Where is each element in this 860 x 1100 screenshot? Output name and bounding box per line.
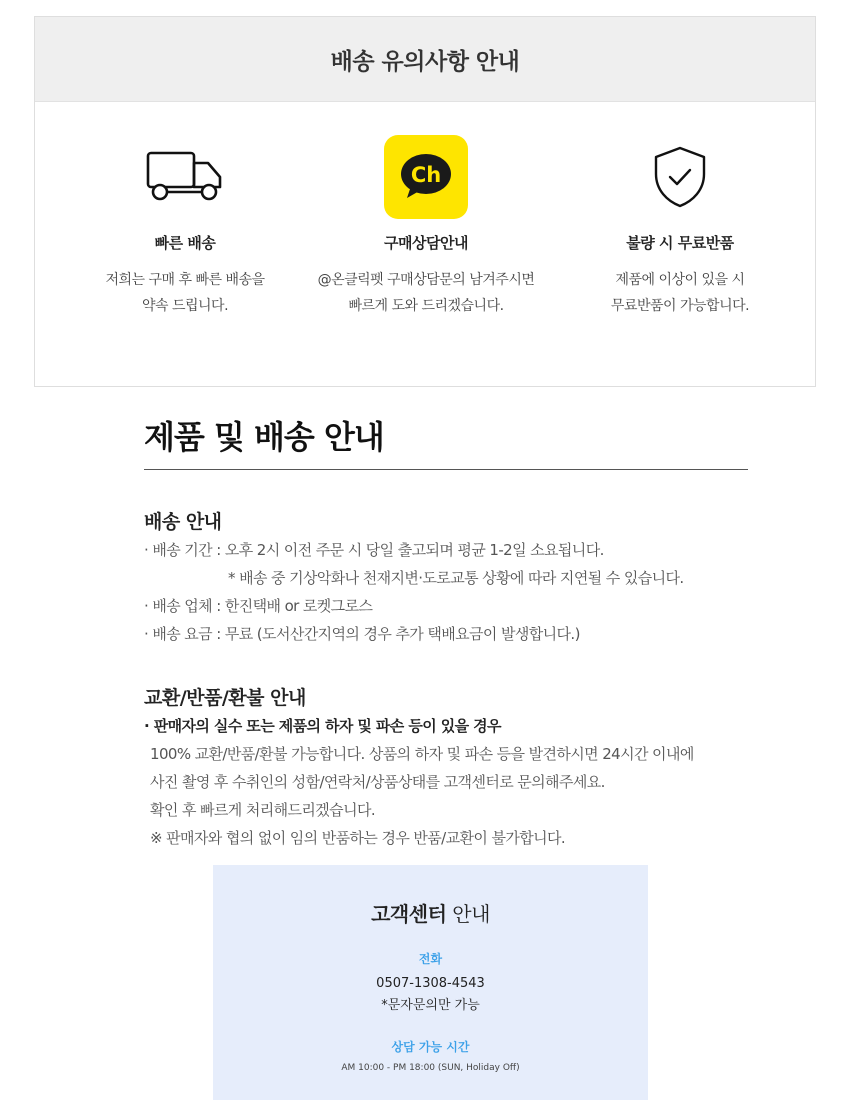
shield-check-icon (652, 144, 708, 210)
feature-title: 불량 시 무료반품 (626, 234, 734, 252)
exchange-detail-line: 100% 교환/반품/환불 가능합니다. 상품의 하자 및 파손 등을 발견하시면 24시간 이내에 (150, 745, 694, 763)
shipping-period-line: · 배송 기간 : 오후 2시 이전 주문 시 당일 출고되며 평균 1-2일 소요됩니다. (144, 541, 604, 559)
phone-number[interactable]: 0507-1308-4543 (376, 976, 485, 991)
exchange-condition-line: · 판매자의 실수 또는 제품의 하자 및 파손 등이 있을 경우 (144, 717, 501, 735)
customer-center-box (213, 865, 648, 1100)
feature-description (55, 267, 315, 319)
hours-label: 상담 가능 시간 (391, 1040, 470, 1054)
phone-label: 전화 (418, 952, 443, 966)
feature-title: 빠른 배송 (154, 234, 216, 252)
section-divider (144, 469, 748, 470)
customer-center-title-bold: 고객센터 (371, 902, 447, 926)
kakao-badge-text: Ch (410, 163, 442, 187)
exchange-detail-line: 확인 후 빠르게 처리해드리겠습니다. (150, 801, 376, 819)
shipping-info-heading: 배송 안내 (144, 511, 222, 533)
feature-purchase-consult (296, 132, 556, 319)
feature-free-return (550, 132, 810, 319)
feature-desc-line: 저희는 구매 후 빠른 배송을 (105, 272, 265, 288)
feature-desc-line: 무료반품이 가능합니다. (610, 298, 750, 314)
feature-desc-line: 제품에 이상이 있을 시 (615, 272, 745, 288)
shipping-delay-note: * 배송 중 기상악화나 천재지변·도로교통 상황에 따라 지연될 수 있습니다. (228, 569, 684, 587)
exchange-warning-line: ※ 판매자와 협의 없이 임의 반품하는 경우 반품/교환이 불가합니다. (150, 829, 566, 847)
phone-note: *문자문의만 가능 (381, 998, 480, 1013)
feature-description (550, 267, 810, 319)
customer-center-title (213, 898, 648, 927)
section-title: 제품 및 배송 안내 (144, 418, 384, 456)
customer-center-title-rest: 안내 (446, 902, 490, 926)
kakao-channel-icon[interactable] (384, 135, 468, 219)
shipping-carrier-line: · 배송 업체 : 한진택배 or 로켓그로스 (144, 597, 373, 615)
notice-header (35, 17, 815, 102)
notice-title: 배송 유의사항 안내 (330, 48, 520, 75)
feature-fast-delivery (55, 132, 315, 319)
consult-hours: AM 10:00 - PM 18:00 (SUN, Holiday Off) (341, 1063, 520, 1073)
shipping-fee-line: · 배송 요금 : 무료 (도서산간지역의 경우 추가 택배요금이 발생합니다.) (144, 625, 580, 643)
exchange-detail-line: 사진 촬영 후 수취인의 성함/연락처/상품상태를 고객센터로 문의해주세요. (150, 773, 605, 791)
feature-description (296, 267, 556, 319)
truck-icon (145, 149, 225, 205)
feature-desc-line: 약속 드립니다. (141, 298, 229, 314)
exchange-info-heading: 교환/반품/환불 안내 (144, 687, 306, 709)
feature-title: 구매상담안내 (384, 234, 468, 252)
feature-desc-line: 빠르게 도와 드리겠습니다. (348, 298, 504, 314)
feature-desc-line: @온클릭펫 구매상담문의 남겨주시면 (317, 272, 535, 288)
